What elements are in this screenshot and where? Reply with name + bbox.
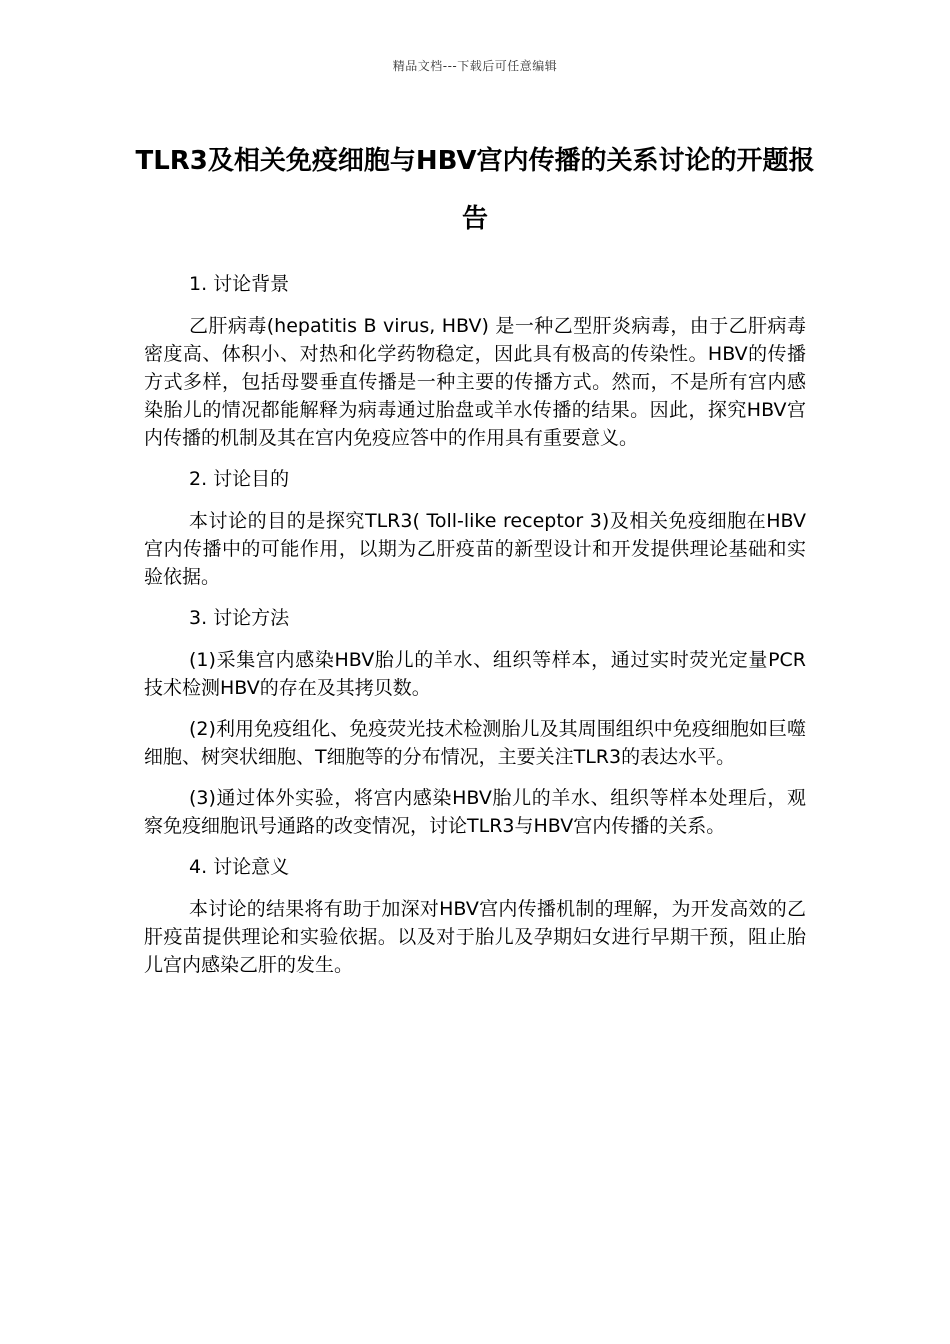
- header-note: 精品文档---下载后可任意编辑: [392, 59, 558, 73]
- section-methods: [144, 604, 806, 840]
- document-title: TLR3及相关免疫细胞与HBV宫内传播的关系讨论的开题报告: [135, 146, 815, 234]
- paragraph: 乙肝病毒(hepatitis B virus, HBV) 是一种乙型肝炎病毒，由于乙肝病毒密度高、体积小、对热和化学药物稳定，因此具有极高的传染性。HBV的传播方式多样，包括母婴垂直传播是一种主要的传播方式。然而，不是所有宫内感染胎儿的情况都能解释为病毒通过胎盘或羊水传播的结果。因此，探究HBV宫内传播的机制及其在宫内免疫应答中的作用具有重要意义。: [144, 315, 806, 449]
- paragraph: (2)利用免疫组化、免疫荧光技术检测胎儿及其周围组织中免疫细胞如巨噬细胞、树突状细胞、T细胞等的分布情况，主要关注TLR3的表达水平。: [144, 718, 806, 768]
- document-body: [144, 270, 806, 992]
- paragraph: 本讨论的结果将有助于加深对HBV宫内传播机制的理解，为开发高效的乙肝疫苗提供理论和实验依据。以及对于胎儿及孕期妇女进行早期干预，阻止胎儿宫内感染乙肝的发生。: [144, 898, 806, 976]
- section-background: [144, 270, 806, 452]
- section-significance: [144, 853, 806, 979]
- section-purpose: [144, 465, 806, 591]
- section-heading: 2. 讨论目的: [189, 468, 290, 490]
- section-heading: 3. 讨论方法: [189, 607, 290, 629]
- paragraph: (1)采集宫内感染HBV胎儿的羊水、组织等样本，通过实时荧光定量PCR技术检测HBV的存在及其拷贝数。: [144, 649, 806, 699]
- section-heading: 1. 讨论背景: [189, 273, 290, 295]
- paragraph: (3)通过体外实验，将宫内感染HBV胎儿的羊水、组织等样本处理后，观察免疫细胞讯号通路的改变情况，讨论TLR3与HBV宫内传播的关系。: [144, 787, 806, 837]
- paragraph: 本讨论的目的是探究TLR3( Toll-like receptor 3)及相关免疫细胞在HBV宫内传播中的可能作用，以期为乙肝疫苗的新型设计和开发提供理论基础和实验依据。: [144, 510, 806, 588]
- section-heading: 4. 讨论意义: [189, 856, 290, 878]
